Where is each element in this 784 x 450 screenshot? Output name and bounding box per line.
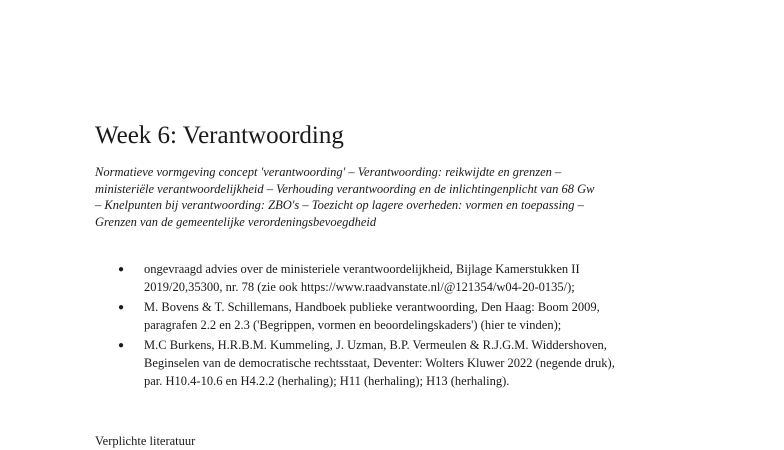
list-item-line: Beginselen van de democratische rechtsstaat, Deventer: Wolters Kluwer 2022 (negende druk),	[144, 356, 615, 370]
list-item-line: M. Bovens & T. Schillemans, Handboek publieke verantwoording, Den Haag: Boom 2009,	[144, 300, 600, 314]
subtitle-line: ministeriële verantwoordelijkheid – Verhouding verantwoording en de inlichtingenplicht van 68 Gw	[95, 181, 595, 196]
subtitle-line: Grenzen van de gemeentelijke verordeningsbevoegdheid	[95, 214, 377, 229]
bullet-icon: ●	[118, 264, 125, 275]
list-item-line: paragrafen 2.2 en 2.3 ('Begrippen, vormen en beoordelingskaders') (hier te vinden);	[144, 318, 562, 332]
cut-off-heading: Verplichte literatuur	[95, 434, 196, 448]
reading-list	[118, 260, 738, 392]
list-item-line: 2019/20,35300, nr. 78 (zie ook https://www.raadvanstate.nl/@121354/w04-20-0135/);	[144, 280, 575, 294]
list-item-line: par. H10.4-10.6 en H4.2.2 (herhaling); H11 (herhaling); H13 (herhaling).	[144, 374, 510, 388]
page-title: Week 6: Verantwoording	[95, 122, 344, 149]
subtitle-line: Normatieve vormgeving concept 'verantwoording' – Verantwoording: reikwijdte en grenzen –	[95, 165, 562, 179]
list-item	[118, 336, 738, 390]
list-item	[118, 298, 738, 334]
bullet-icon: ●	[118, 340, 125, 351]
list-item	[118, 260, 738, 296]
topics-subtitle	[95, 164, 695, 230]
list-item-line: ongevraagd advies over de ministeriele verantwoordelijkheid, Bijlage Kamerstukken II	[144, 262, 580, 276]
list-item-line: M.C Burkens, H.R.B.M. Kummeling, J. Uzman, B.P. Vermeulen & R.J.G.M. Widdershoven,	[144, 338, 607, 352]
bullet-icon: ●	[118, 302, 125, 313]
subtitle-line: – Knelpunten bij verantwoording: ZBO's – Toezicht op lagere overheden: vormen en toepassing –	[95, 198, 584, 212]
